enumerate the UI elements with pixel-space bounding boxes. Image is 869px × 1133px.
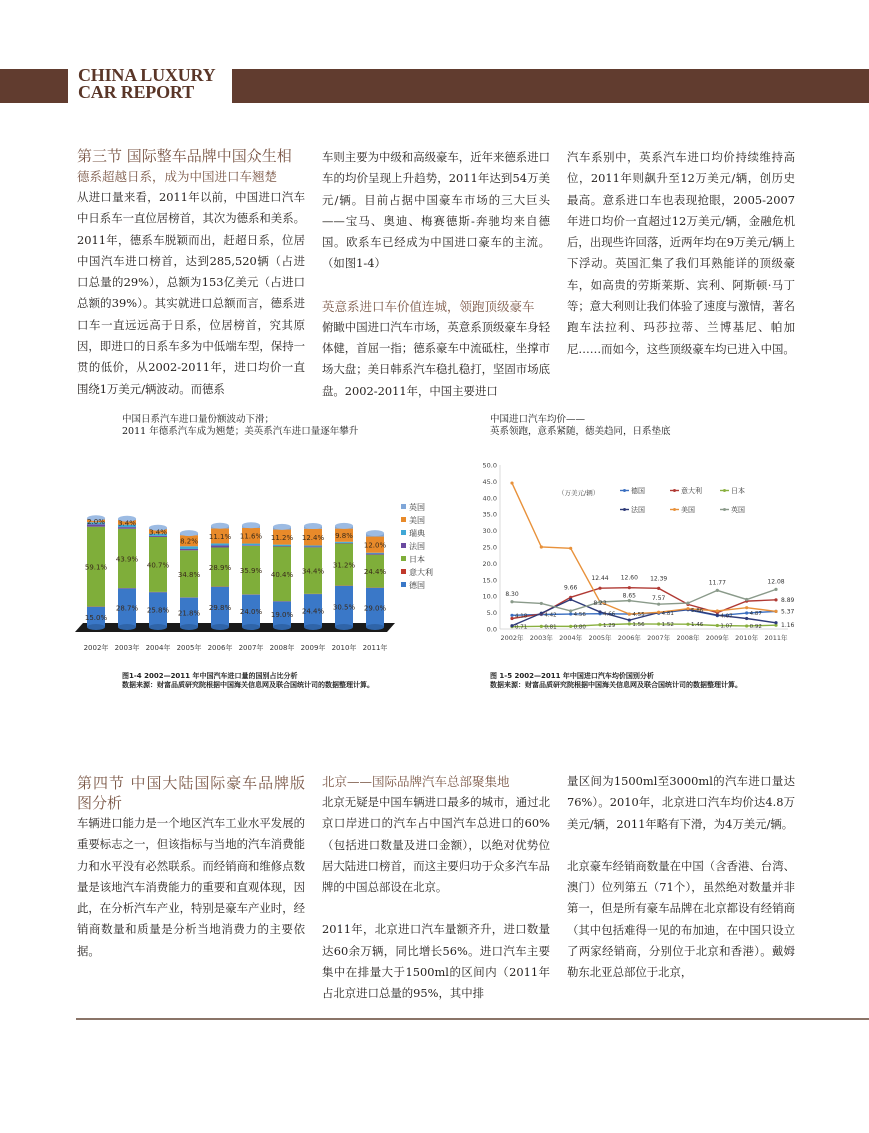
svg-text:2003年: 2003年 <box>114 644 140 652</box>
svg-text:35.0: 35.0 <box>482 510 497 519</box>
svg-text:0.81: 0.81 <box>544 624 557 631</box>
svg-text:2002年: 2002年 <box>500 634 524 642</box>
bar-segment <box>242 545 260 546</box>
svg-text:4.87: 4.87 <box>749 611 762 618</box>
svg-text:0.0: 0.0 <box>486 625 497 634</box>
svg-text:29.0%: 29.0% <box>363 604 387 613</box>
figure14-stacked-bar-chart <box>75 455 475 660</box>
svg-text:1.46: 1.46 <box>691 622 704 629</box>
svg-text:30.0: 30.0 <box>482 527 497 536</box>
svg-text:8.65: 8.65 <box>622 592 637 600</box>
svg-text:12.0%: 12.0% <box>363 541 387 550</box>
svg-text:2007年: 2007年 <box>238 644 264 652</box>
bar-segment <box>335 543 353 544</box>
svg-text:21.8%: 21.8% <box>177 609 201 618</box>
svg-text:1.29: 1.29 <box>603 622 616 629</box>
figure14-title-line2: 2011 年德系汽车成为翘楚；美英系汽车进口量逐年攀升 <box>122 426 359 437</box>
svg-text:法国: 法国 <box>409 542 425 551</box>
svg-text:5.0: 5.0 <box>486 609 497 618</box>
section4-paragraph-1: 车辆进口能力是一个地区汽车工业水平发展的重要标志之一，但该指标与当地的汽车消费能力和水平没有必然联系。而经销商和维修点数量是该地汽车消费能力的重要和直观体现，因此，在分析汽车产业，特别是豪车产业时，经销商数量和质量是分析当地消费力的主要依据。 <box>77 816 305 958</box>
section3-subtitle: 德系超越日系，成为中国进口车翘楚 <box>77 169 278 184</box>
svg-text:意大利: 意大利 <box>681 487 702 495</box>
masthead <box>78 67 228 101</box>
section4-title: 第四节 中国大陆国际豪车品牌版图分析 <box>77 774 305 812</box>
svg-text:11.77: 11.77 <box>708 579 726 587</box>
svg-text:9.66: 9.66 <box>563 584 578 592</box>
svg-text:40.7%: 40.7% <box>146 561 170 570</box>
svg-text:德国: 德国 <box>409 581 425 590</box>
svg-text:2004年: 2004年 <box>145 644 171 652</box>
section4-subtitle: 北京——国际品牌汽车总部聚集地 <box>322 774 510 789</box>
svg-text:2011年: 2011年 <box>362 644 388 652</box>
bar-segment <box>180 549 198 550</box>
svg-text:12.44: 12.44 <box>591 575 609 583</box>
svg-text:2004年: 2004年 <box>559 634 583 642</box>
section3-paragraph-4: 汽车系别中，英系汽车进口均价持续维持高位，2011年则飙升至12万美元/辆，创历史最高。意系进口车也表现抢眼，2005-2007年进口均价一直超过12万美元/辆，金融危机后，出现些许回落，近两年均在9万美元/辆上下浮动。英国汇集了我们耳熟能详的顶级豪车，如高贵的劳斯莱斯、宾利、阿斯顿·马丁等；意大利则让我们体验了速度与激情，著名跑车法拉利、玛莎拉蒂、兰博基尼、帕加尼……而如今，这些顶级豪车均已进入中国。 <box>567 150 795 356</box>
svg-text:2007年: 2007年 <box>647 634 671 642</box>
svg-text:意大利: 意大利 <box>409 568 433 577</box>
svg-text:24.4%: 24.4% <box>301 607 325 616</box>
svg-text:11.1%: 11.1% <box>208 532 232 541</box>
svg-text:法国: 法国 <box>631 506 645 514</box>
masthead-line1: CHINA LUXURY <box>78 65 216 85</box>
svg-text:4.56: 4.56 <box>573 612 586 619</box>
svg-text:（万美元/辆）: （万美元/辆） <box>558 489 600 497</box>
header-band-left <box>0 69 68 103</box>
svg-text:25.0: 25.0 <box>482 543 497 552</box>
figure14-title-line1: 中国日系汽车进口量份额波动下滑； <box>122 414 275 425</box>
svg-text:英国: 英国 <box>409 503 425 512</box>
bar-segment <box>211 545 229 547</box>
svg-text:10.0: 10.0 <box>482 592 497 601</box>
svg-text:英国: 英国 <box>731 506 745 514</box>
svg-text:35.9%: 35.9% <box>239 567 263 576</box>
svg-text:1.56: 1.56 <box>632 621 645 628</box>
svg-text:45.0: 45.0 <box>482 477 497 486</box>
svg-text:2006年: 2006年 <box>617 634 641 642</box>
svg-text:24.4%: 24.4% <box>363 568 387 577</box>
svg-text:美国: 美国 <box>409 516 425 525</box>
svg-text:28.7%: 28.7% <box>115 604 139 613</box>
svg-text:8.23: 8.23 <box>593 600 607 608</box>
svg-text:4.42: 4.42 <box>544 612 557 619</box>
svg-text:日本: 日本 <box>409 555 425 564</box>
svg-text:12.08: 12.08 <box>767 578 785 586</box>
svg-text:0.71: 0.71 <box>515 624 528 631</box>
svg-text:2003年: 2003年 <box>529 634 553 642</box>
figure15-caption <box>490 672 742 690</box>
svg-text:1.07: 1.07 <box>720 623 733 630</box>
svg-text:3.4%: 3.4% <box>118 519 136 528</box>
figure15-source: 数据来源：财富品质研究院根据中国海关信息网及联合国统计司的数据整理计算。 <box>490 681 742 689</box>
section3-paragraph-1: 从进口量来看，2011年以前，中国进口汽车中日系车一直位居榜首，其次为德系和美系。2011年，德系车脱颖而出，赶超日系，位居中国汽车进口榜首，达到285,520辆（占进口总量的29%），总额为153亿美元（占进口总额的39%）。其实就进口总额而言，德系进口车一直远远高于日系，位居榜首，究其原因，即进口的日系车多为中低端车型，保持一贯的低价，从2002-2011年，进口均价一直围绕1万美元/辆波动。而德系 <box>77 190 305 396</box>
svg-text:30.5%: 30.5% <box>332 603 356 612</box>
section3-column-3 <box>567 147 795 360</box>
svg-text:1.52: 1.52 <box>661 622 674 629</box>
svg-text:9.8%: 9.8% <box>335 532 353 541</box>
bar-segment <box>366 553 384 554</box>
svg-text:29.8%: 29.8% <box>208 603 232 612</box>
svg-text:11.2%: 11.2% <box>270 534 294 543</box>
svg-text:4.66: 4.66 <box>603 611 616 618</box>
figure15-title-line2: 英系领跑，意系紧随，德美趋同，日系垫底 <box>490 426 671 437</box>
svg-text:5.37: 5.37 <box>781 608 795 616</box>
svg-text:2011年: 2011年 <box>764 634 788 642</box>
svg-text:7.57: 7.57 <box>651 595 666 603</box>
figure15-line-chart <box>470 455 810 655</box>
svg-text:2.0%: 2.0% <box>87 517 105 526</box>
masthead-line2: CAR REPORT <box>78 82 194 102</box>
svg-text:24.0%: 24.0% <box>239 607 263 616</box>
bar-segment <box>304 545 322 546</box>
section4-column-3 <box>567 771 795 984</box>
bar-segment <box>273 546 291 547</box>
svg-text:8.2%: 8.2% <box>180 537 198 546</box>
section4-column-2 <box>322 771 550 1005</box>
svg-text:15.0: 15.0 <box>482 576 497 585</box>
bar-segment <box>304 547 322 548</box>
section4-column-1 <box>77 773 305 962</box>
section4-paragraph-2: 北京无疑是中国车辆进口最多的城市，通过北京口岸进口的汽车占中国汽车总进口的60%（包括进口数量及进口金额），以绝对优势位居大陆进口榜首，而这主要归功于众多汽车品牌的中国总部设在北京。 <box>322 795 550 895</box>
svg-text:40.0: 40.0 <box>482 494 497 503</box>
svg-text:12.4%: 12.4% <box>301 534 325 543</box>
svg-text:2008年: 2008年 <box>269 644 295 652</box>
svg-text:34.4%: 34.4% <box>301 567 325 576</box>
section4-paragraph-4: 量区间为1500ml至3000ml的汽车进口量达76%）。2010年，北京进口汽车均价达4.8万美元/辆，2011年略有下滑，为4万美元/辆。 <box>567 774 795 831</box>
figure15-title-line1: 中国进口汽车均价—— <box>490 414 586 425</box>
svg-text:2010年: 2010年 <box>735 634 759 642</box>
svg-text:2002年: 2002年 <box>83 644 109 652</box>
svg-text:3.4%: 3.4% <box>149 528 167 537</box>
svg-text:4.07: 4.07 <box>720 613 733 620</box>
svg-text:28.9%: 28.9% <box>208 563 232 572</box>
section3-title: 第三节 国际整车品牌中国众生相 <box>77 147 292 165</box>
svg-text:2008年: 2008年 <box>676 634 700 642</box>
svg-text:25.8%: 25.8% <box>146 606 170 615</box>
svg-text:8.89: 8.89 <box>781 596 795 604</box>
svg-text:20.0: 20.0 <box>482 559 497 568</box>
section4-paragraph-3: 2011年，北京进口汽车量额齐升，进口数量达60余万辆，同比增长56%。进口汽车主要集中在排量大于1500ml的区间内（2011年占北京进口总量的95%，其中排 <box>322 922 550 1001</box>
svg-text:2006年: 2006年 <box>207 644 233 652</box>
figure14-title <box>122 414 358 438</box>
svg-text:8.30: 8.30 <box>505 590 519 598</box>
svg-text:12.39: 12.39 <box>650 575 668 583</box>
svg-text:40.4%: 40.4% <box>270 570 294 579</box>
svg-text:0.80: 0.80 <box>573 624 586 631</box>
section4-paragraph-5: 北京豪车经销商数量在中国（含香港、台湾、澳门）位列第五（71个），虽然绝对数量并非第一，但是所有豪车品牌在北京都设有经销商（其中包括难得一见的布加迪，在中国只设立了两家经销商，分别位于北京和香港）。戴姆勒东北亚总部位于北京， <box>567 858 795 980</box>
svg-text:43.9%: 43.9% <box>115 555 139 564</box>
svg-text:2010年: 2010年 <box>331 644 357 652</box>
figure14-source: 数据来源：财富品质研究院根据中国海关信息网及联合国统计司的数据整理计算。 <box>122 681 374 689</box>
section3-paragraph-2: 车则主要为中级和高级豪车，近年来德系进口车的均价呈现上升趋势，2011年达到54万美元/辆。目前占据中国豪车市场的三大巨头——宝马、奥迪、梅赛德斯-奔驰均来自德国。欧系车已经成为中国进口豪车的主流。（如图1-4） <box>322 150 550 271</box>
svg-text:5.86: 5.86 <box>691 607 704 614</box>
svg-text:15.0%: 15.0% <box>84 613 108 622</box>
bar-segment <box>273 545 291 546</box>
svg-text:19.0%: 19.0% <box>270 611 294 620</box>
svg-text:日本: 日本 <box>731 487 745 495</box>
section3-column-2 <box>322 147 550 402</box>
svg-text:4.18: 4.18 <box>515 613 528 620</box>
figure15-caption-text: 图 1-5 2002—2011 年中国进口汽车均价国别分析 <box>490 672 654 680</box>
svg-text:31.2%: 31.2% <box>332 561 356 570</box>
header-band-right <box>232 69 869 103</box>
svg-text:2009年: 2009年 <box>300 644 326 652</box>
bar-segment <box>211 543 229 545</box>
svg-text:2005年: 2005年 <box>176 644 202 652</box>
svg-text:34.8%: 34.8% <box>177 570 201 579</box>
svg-text:59.1%: 59.1% <box>84 563 108 572</box>
section3-column-1 <box>77 146 305 400</box>
bar-segment <box>366 554 384 555</box>
svg-text:4.81: 4.81 <box>661 611 674 618</box>
svg-text:2009年: 2009年 <box>705 634 729 642</box>
figure15-title <box>490 414 671 438</box>
bar-segment <box>335 542 353 543</box>
svg-text:12.60: 12.60 <box>620 574 638 582</box>
svg-text:11.6%: 11.6% <box>239 532 263 541</box>
footer-rule <box>76 1018 869 1020</box>
svg-text:瑞典: 瑞典 <box>409 529 425 538</box>
bar-segment <box>180 546 198 549</box>
svg-text:0.92: 0.92 <box>749 623 762 630</box>
svg-text:2005年: 2005年 <box>588 634 612 642</box>
figure14-caption-text: 图1-4 2002—2011 年中国汽车进口量的国别占比分析 <box>122 672 298 680</box>
svg-text:德国: 德国 <box>631 487 645 495</box>
svg-text:1.16: 1.16 <box>781 622 795 630</box>
svg-text:50.0: 50.0 <box>482 461 497 470</box>
section3-paragraph-3: 俯瞰中国进口汽车市场，英意系顶级豪车身轻体健，首屈一指；德系豪车中流砥柱，坐撑市场大盘；美日韩系汽车稳扎稳打，坚固市场底盘。2002-2011年，中国主要进口 <box>322 319 550 398</box>
svg-text:4.55: 4.55 <box>632 612 645 619</box>
figure14-caption <box>122 672 374 690</box>
section3-subtitle-2: 英意系进口车价值连城，领跑顶级豪车 <box>322 298 535 314</box>
svg-text:美国: 美国 <box>681 506 695 514</box>
bar-segment <box>242 544 260 546</box>
